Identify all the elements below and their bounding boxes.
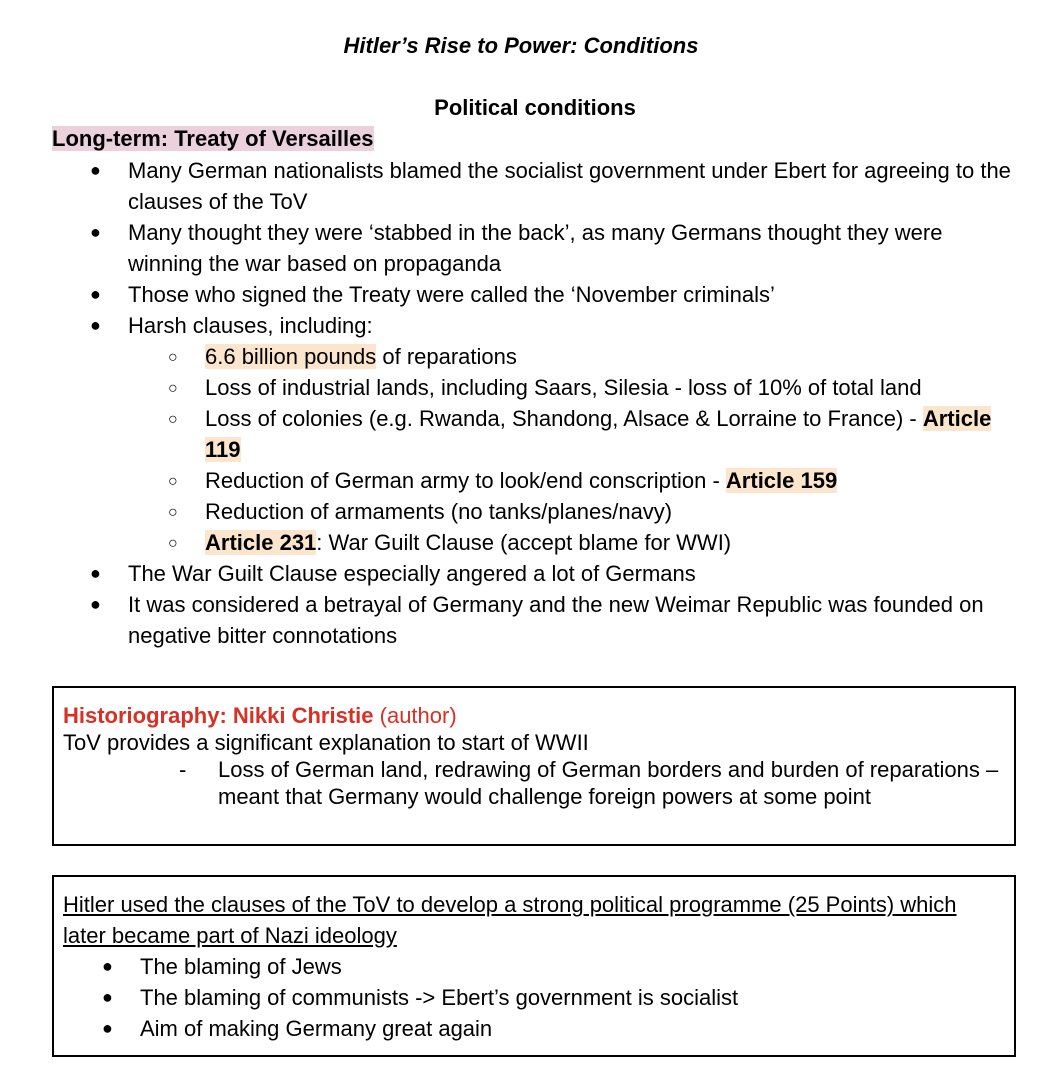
clause-text: : War Guilt Clause (accept blame for WWI): [316, 530, 732, 555]
sub-bullet-marker: ○: [168, 473, 178, 490]
clause-text: of reparations: [376, 344, 517, 369]
bullet-marker: ●: [102, 987, 113, 1007]
programme-item: The blaming of Jews: [140, 954, 342, 979]
sub-list-item: [0, 403, 1025, 465]
bullet-text: Many thought they were ‘stabbed in the back’, as many Germans thought they were winning the war based on propaganda: [128, 220, 943, 276]
dash-marker: -: [179, 757, 187, 782]
bullet-text: Many German nationalists blamed the socialist government under Ebert for agreeing to the clauses of the ToV: [128, 158, 1011, 214]
programme-list: [54, 951, 738, 1044]
clause-text: Reduction of armaments (no tanks/planes/navy): [205, 499, 673, 524]
programme-item: Aim of making Germany great again: [140, 1016, 493, 1041]
list-item: [54, 1013, 738, 1044]
article-119: Article 119: [205, 406, 992, 462]
document-title: Hitler’s Rise to Power: Conditions: [343, 33, 699, 58]
sub-list-item: [0, 496, 1025, 527]
bullet-marker: ●: [102, 956, 113, 976]
list-item: [54, 982, 738, 1013]
article-231: Article 231: [205, 530, 317, 555]
author-note: (author): [373, 703, 457, 728]
sub-list-item: [0, 465, 1025, 496]
bullet-marker: ●: [90, 222, 101, 242]
programme-box: [52, 875, 1016, 1057]
list-item: [54, 951, 738, 982]
article-159: Article 159: [725, 468, 838, 493]
clause-text: Loss of colonies (e.g. Rwanda, Shandong, Alsace & Lorraine to France) -: [205, 406, 923, 431]
bullet-marker: ●: [102, 1018, 113, 1038]
historiography-heading: [63, 702, 457, 730]
sub-bullet-marker: ○: [168, 504, 178, 521]
sub-bullet-marker: ○: [168, 411, 178, 428]
historiography-statement: ToV provides a significant explanation to start of WWII: [63, 730, 589, 755]
highlighted-amount: 6.6 billion pounds: [205, 344, 377, 369]
sub-bullet-marker: ○: [168, 535, 178, 552]
bullet-text: Harsh clauses, including:: [128, 313, 373, 338]
tov-bullet-list: [0, 155, 1042, 651]
sub-list-item: [0, 372, 1025, 403]
bullet-marker: ●: [90, 160, 101, 180]
bullet-marker: ●: [90, 563, 101, 583]
sub-list-item: [0, 341, 1025, 372]
bullet-marker: ●: [90, 284, 101, 304]
list-item: [0, 279, 1018, 310]
subheading-text: Long-term: Treaty of Versailles: [52, 126, 374, 151]
list-item: [0, 155, 1018, 217]
list-item: [0, 217, 1018, 279]
section-heading: Political conditions: [434, 95, 636, 120]
list-item: [0, 558, 1018, 589]
bullet-text: The War Guilt Clause especially angered a lot of Germans: [128, 561, 696, 586]
list-item: [0, 310, 1018, 341]
historiography-box: [52, 686, 1016, 846]
programme-item: The blaming of communists -> Ebert’s government is socialist: [140, 985, 739, 1010]
bullet-text: It was considered a betrayal of Germany and the new Weimar Republic was founded on negative bitter connotations: [128, 592, 984, 648]
sub-bullet-marker: ○: [168, 349, 178, 366]
sub-bullet-marker: ○: [168, 380, 178, 397]
sub-list-item: [0, 527, 1025, 558]
historiography-label: Historiography: Nikki Christie: [63, 703, 374, 728]
bullet-marker: ●: [90, 315, 101, 335]
programme-intro: Hitler used the clauses of the ToV to develop a strong political programme (25 Points) which later became part of Nazi ideology: [63, 892, 957, 948]
list-item: [0, 589, 1018, 651]
clause-text: Loss of industrial lands, including Saars, Silesia - loss of 10% of total land: [205, 375, 922, 400]
bullet-marker: ●: [90, 594, 101, 614]
bullet-text: Those who signed the Treaty were called the ‘November criminals’: [128, 282, 775, 307]
clause-text: Reduction of German army to look/end conscription -: [205, 468, 726, 493]
historiography-point: Loss of German land, redrawing of German borders and burden of reparations – meant that Germany would challenge foreign powers at some point: [218, 757, 999, 809]
subheading: [52, 124, 374, 154]
